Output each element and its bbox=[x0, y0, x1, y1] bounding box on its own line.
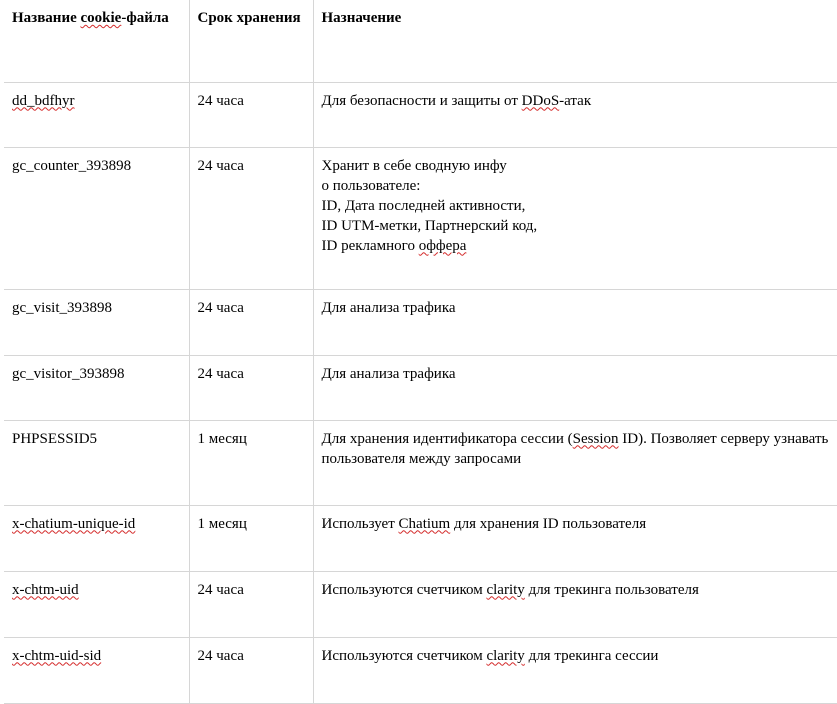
spellcheck-underline: оффера bbox=[418, 237, 467, 254]
header-duration: Срок хранения bbox=[189, 0, 313, 82]
cookie-duration: 24 часа bbox=[189, 289, 313, 355]
cookie-name bbox=[4, 505, 189, 571]
cookie-name: PHPSESSID5 bbox=[4, 420, 189, 505]
table-row bbox=[4, 355, 837, 420]
spellcheck-underline: x-chtm-uid-sid bbox=[12, 647, 102, 664]
cookie-table bbox=[4, 0, 837, 704]
cookie-purpose: Используются счетчиком clarity для трекинга пользователя bbox=[313, 571, 837, 637]
cookie-purpose: Для анализа трафика bbox=[313, 355, 837, 420]
cookie-duration: 1 месяц bbox=[189, 505, 313, 571]
cookie-duration: 24 часа bbox=[189, 82, 313, 147]
header-cookie-name: Название cookie-файла bbox=[4, 0, 189, 82]
spellcheck-underline: DDoS bbox=[521, 92, 560, 109]
header-purpose: Назначение bbox=[313, 0, 837, 82]
spellcheck-underline: x-chatium-unique-id bbox=[12, 515, 136, 532]
spellcheck-underline: Chatium bbox=[398, 515, 451, 532]
cookie-purpose: Используются счетчиком clarity для трекинга сессии bbox=[313, 637, 837, 703]
cookie-duration: 24 часа bbox=[189, 571, 313, 637]
spellcheck-underline: clarity bbox=[486, 647, 525, 664]
cookie-duration: 24 часа bbox=[189, 637, 313, 703]
cookie-name bbox=[4, 571, 189, 637]
cookie-name: gc_visitor_393898 bbox=[4, 355, 189, 420]
spellcheck-underline: dd_bdfhyr bbox=[12, 92, 75, 109]
table-row bbox=[4, 505, 837, 571]
cookie-name: gc_visit_393898 bbox=[4, 289, 189, 355]
table-row bbox=[4, 637, 837, 703]
table-row bbox=[4, 147, 837, 289]
cookie-purpose: Для хранения идентификатора сессии (Session ID). Позволяет серверу узнавать пользователя между запросами bbox=[313, 420, 837, 505]
spellcheck-underline: clarity bbox=[486, 581, 525, 598]
cookie-purpose: Хранит в себе сводную инфу о пользователе: ID, Дата последней активности, ID UTM-метки, Партнерский код, ID рекламного оффера bbox=[313, 147, 837, 289]
cookie-duration: 24 часа bbox=[189, 147, 313, 289]
table-row bbox=[4, 571, 837, 637]
table-row bbox=[4, 420, 837, 505]
table-header-row bbox=[4, 0, 837, 82]
spellcheck-underline: Session bbox=[572, 430, 619, 447]
cookie-name bbox=[4, 637, 189, 703]
cookie-duration: 24 часа bbox=[189, 355, 313, 420]
spellcheck-underline: x-chtm-uid bbox=[12, 581, 79, 598]
spellcheck-underline: cookie bbox=[80, 10, 122, 26]
table-row bbox=[4, 289, 837, 355]
table-row bbox=[4, 82, 837, 147]
cookie-purpose: Для безопасности и защиты от DDoS-атак bbox=[313, 82, 837, 147]
cookie-purpose: Для анализа трафика bbox=[313, 289, 837, 355]
cookie-purpose: Использует Chatium для хранения ID пользователя bbox=[313, 505, 837, 571]
cookie-duration: 1 месяц bbox=[189, 420, 313, 505]
cookie-name bbox=[4, 82, 189, 147]
cookie-name: gc_counter_393898 bbox=[4, 147, 189, 289]
